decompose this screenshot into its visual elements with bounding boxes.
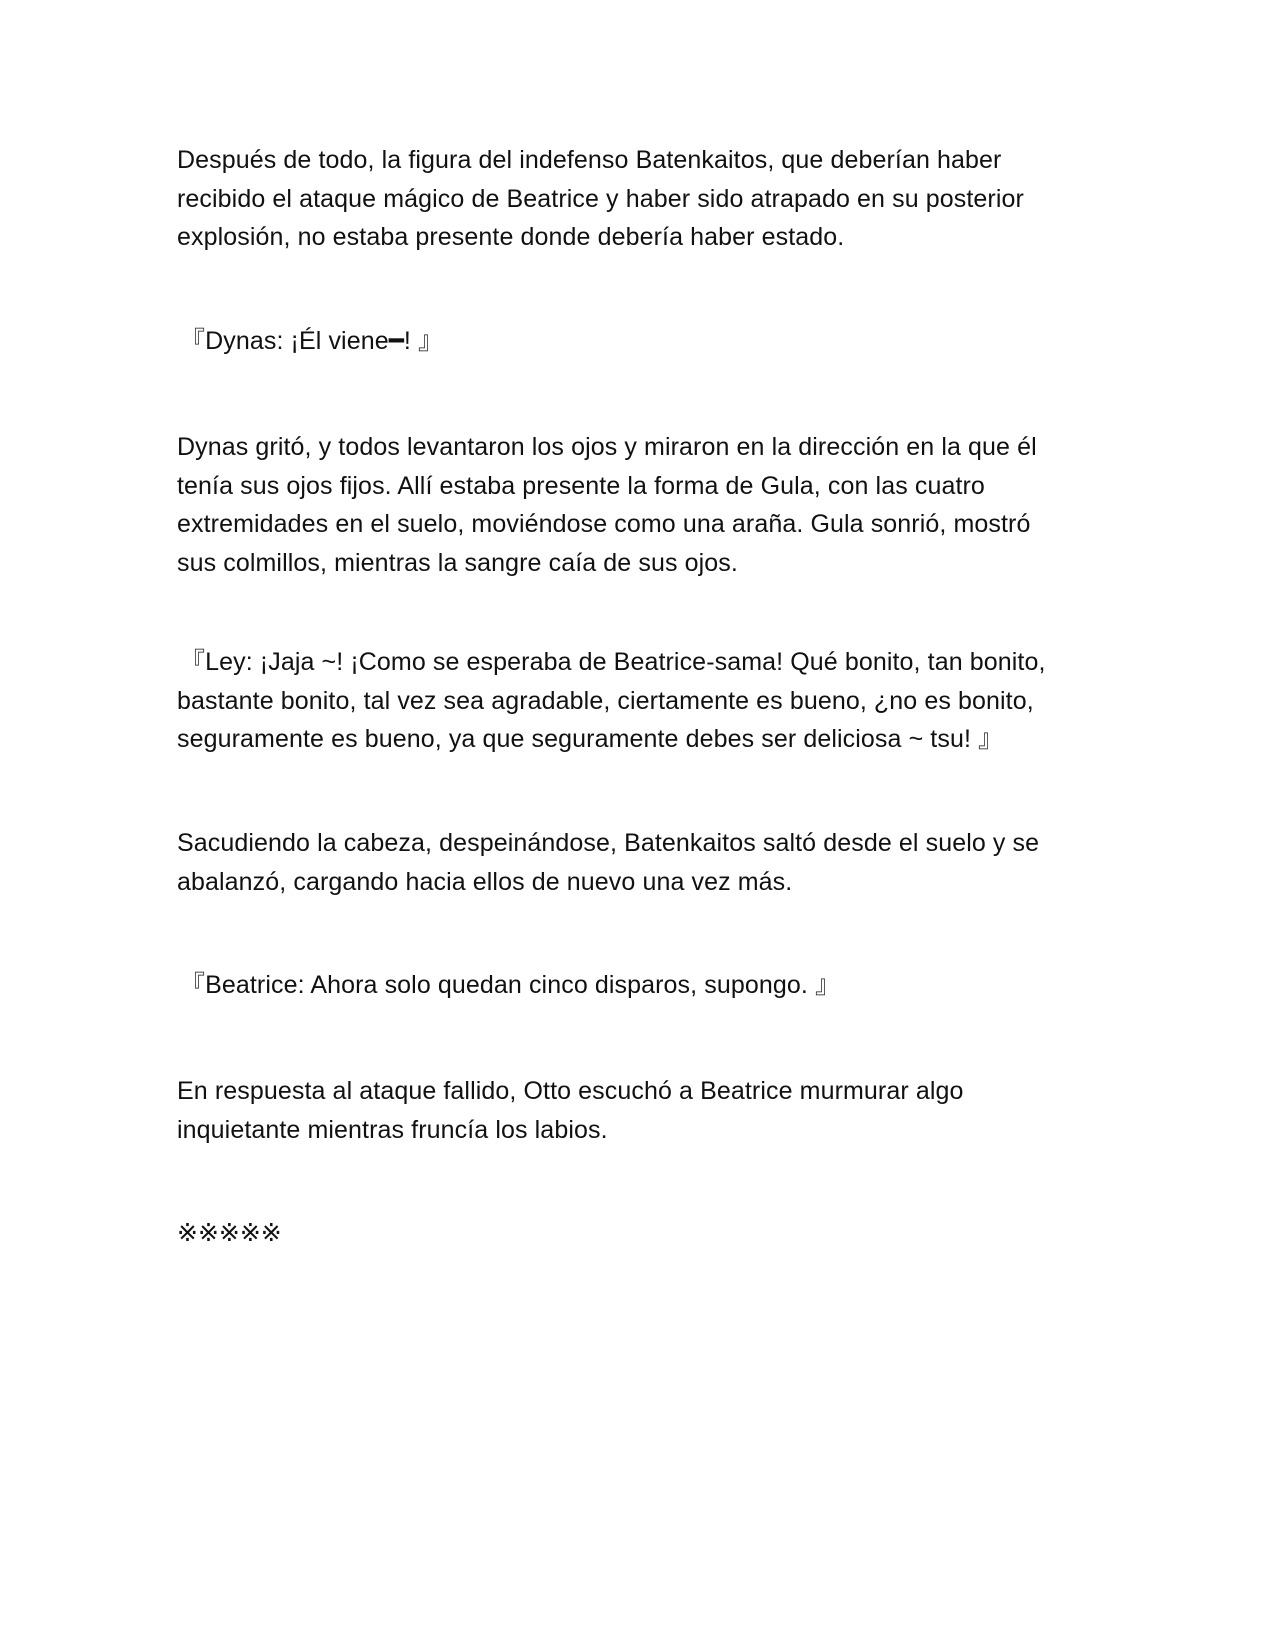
paragraph-narration-2 xyxy=(177,428,1097,582)
text-line: 『Dynas: ¡Él viene━! 』 xyxy=(180,327,444,355)
paragraph-narration-4 xyxy=(177,1072,1097,1149)
separator-marks: ※※※※※ xyxy=(177,1219,282,1247)
paragraph-dialogue-ley xyxy=(177,643,1100,759)
text-line: seguramente es bueno, ya que seguramente debes ser deliciosa ~ tsu! 』 xyxy=(177,725,1004,753)
text-line: sus colmillos, mientras la sangre caía de sus ojos. xyxy=(177,548,738,577)
paragraph-narration-1 xyxy=(177,141,1097,257)
text-line: recibido el ataque mágico de Beatrice y haber sido atrapado en su posterior xyxy=(177,184,1024,213)
text-line: 『Beatrice: Ahora solo quedan cinco disparos, supongo. 』 xyxy=(180,971,841,999)
text-line: explosión, no estaba presente donde debería haber estado. xyxy=(177,223,845,251)
text-line: En respuesta al ataque fallido, Otto escuchó a Beatrice murmurar algo xyxy=(177,1077,964,1105)
text-line: bastante bonito, tal vez sea agradable, ciertamente es bueno, ¿no es bonito, xyxy=(177,686,1034,715)
paragraph-dialogue-beatrice xyxy=(180,966,1100,1005)
text-line: Después de todo, la figura del indefenso Batenkaitos, que deberían haber xyxy=(177,146,1002,174)
text-line: tenía sus ojos fijos. Allí estaba presente la forma de Gula, con las cuatro xyxy=(177,471,985,500)
scene-separator xyxy=(177,1214,1097,1253)
text-line: inquietante mientras fruncía los labios. xyxy=(177,1115,608,1144)
text-line: abalanzó, cargando hacia ellos de nuevo una vez más. xyxy=(177,867,793,896)
text-line: Sacudiendo la cabeza, despeinándose, Batenkaitos saltó desde el suelo y se xyxy=(177,829,1040,857)
paragraph-dialogue-dynas xyxy=(180,322,1100,361)
text-line: Dynas gritó, y todos levantaron los ojos y miraron en la dirección en la que él xyxy=(177,433,1037,461)
text-line: 『Ley: ¡Jaja ~! ¡Como se esperaba de Beatrice-sama! Qué bonito, tan bonito, xyxy=(180,648,1046,676)
paragraph-narration-3 xyxy=(177,824,1097,901)
text-line: extremidades en el suelo, moviéndose como una araña. Gula sonrió, mostró xyxy=(177,510,1031,538)
